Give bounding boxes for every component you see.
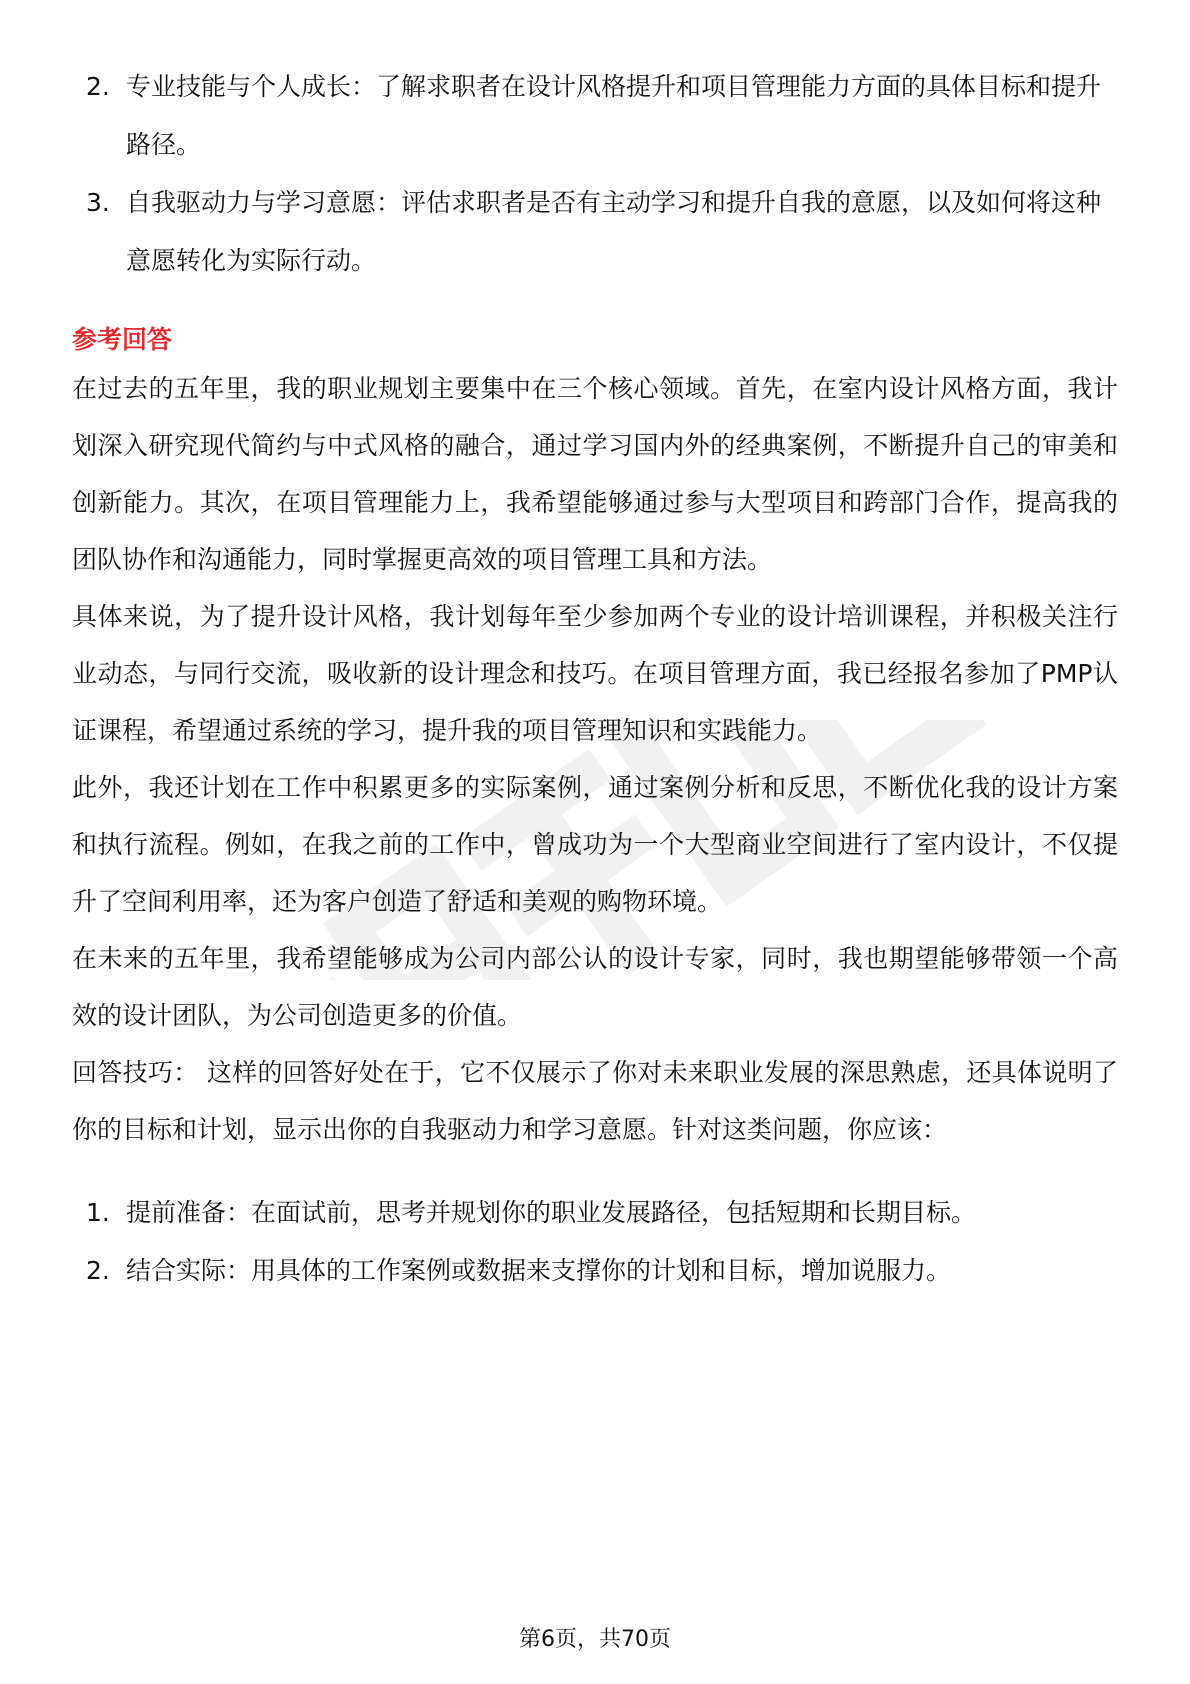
list-item-text: 专业技能与个人成长：了解求职者在设计风格提升和项目管理能力方面的具体目标和提升路径。 — [126, 72, 1102, 159]
answer-paragraph: 在过去的五年里，我的职业规划主要集中在三个核心领域。首先，在室内设计风格方面，我计划深入研究现代简约与中式风格的融合，通过学习国内外的经典案例，不断提升自己的审美和创新能力。其次，在项目管理能力上，我希望能够通过参与大型项目和跨部门合作，提高我的团队协作和沟通能力，同时掌握更高效的项目管理工具和方法。 — [72, 374, 1118, 574]
list-item-text: 提前准备：在面试前，思考并规划你的职业发展路径，包括短期和长期目标。 — [126, 1198, 977, 1227]
section-heading: 参考回答 — [72, 325, 173, 354]
answer-paragraph: 具体来说，为了提升设计风格，我计划每年至少参加两个专业的设计培训课程，并积极关注行业动态，与同行交流，吸收新的设计理念和技巧。在项目管理方面，我已经报名参加了PMP认证课程，希望通过系统的学习，提升我的项目管理知识和实践能力。 — [72, 602, 1118, 745]
tips-list — [72, 1184, 1118, 1300]
main-content — [72, 58, 1118, 1300]
list-number: 2. — [86, 1256, 110, 1285]
list-item-text: 结合实际：用具体的工作案例或数据来支撑你的计划和目标，增加说服力。 — [126, 1256, 952, 1285]
list-number: 1. — [86, 1198, 110, 1227]
answer-paragraph: 在未来的五年里，我希望能够成为公司内部公认的设计专家，同时，我也期望能够带领一个高效的设计团队，为公司创造更多的价值。 — [72, 944, 1118, 1030]
answer-paragraph: 此外，我还计划在工作中积累更多的实际案例，通过案例分析和反思，不断优化我的设计方案和执行流程。例如，在我之前的工作中，曾成功为一个大型商业空间进行了室内设计，不仅提升了空间利用率，还为客户创造了舒适和美观的购物环境。 — [72, 773, 1118, 916]
list-item — [72, 1242, 1118, 1300]
evaluation-points-list — [72, 58, 1118, 290]
list-item-text: 自我驱动力与学习意愿：评估求职者是否有主动学习和提升自我的意愿，以及如何将这种意愿转化为实际行动。 — [126, 188, 1102, 275]
page-number-footer: 第6页，共70页 — [519, 1627, 671, 1652]
list-number: 2. — [86, 72, 110, 101]
list-number: 3. — [86, 188, 110, 217]
list-item — [72, 58, 1118, 174]
list-item — [72, 174, 1118, 290]
list-item — [72, 1184, 1118, 1242]
tips-paragraph: 回答技巧： 这样的回答好处在于，它不仅展示了你对未来职业发展的深思熟虑，还具体说明了你的目标和计划，显示出你的自我驱动力和学习意愿。针对这类问题，你应该： — [72, 1058, 1118, 1144]
